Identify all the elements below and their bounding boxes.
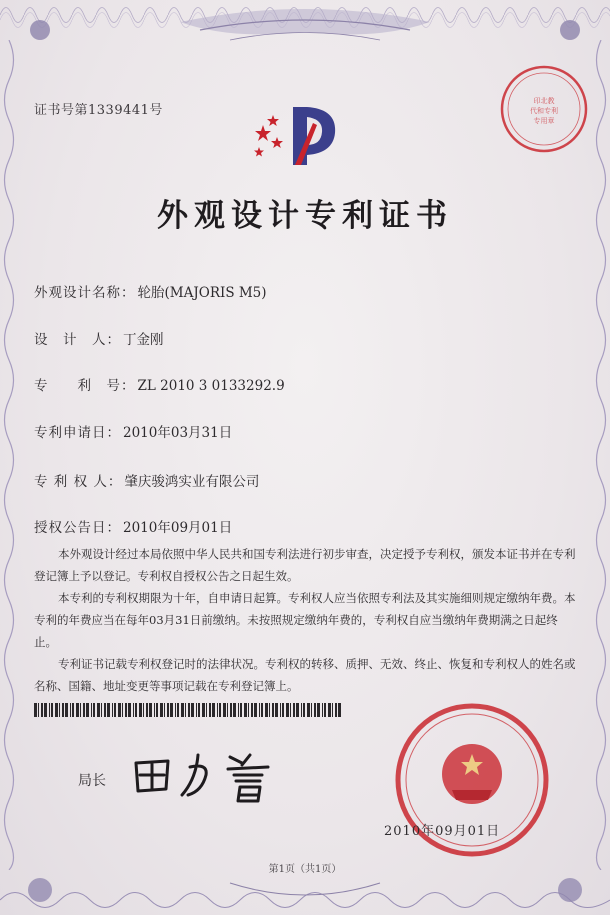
paragraph-term: 本专利的专利权期限为十年，自申请日起算。专利权人应当依照专利法及其实施细则规定缴纳年费。本专利的年费应当在每年03月31日前缴纳。未按照规定缴纳年费的，专利权自应当缴纳年费期满之日起终止。 (34, 591, 576, 649)
field-label: 外观设计名称： (34, 285, 136, 301)
patent-office-logo-icon (245, 95, 355, 175)
svg-text:代和专利: 代和专利 (530, 107, 558, 115)
certificate-title: 外观设计专利证书 (157, 198, 453, 234)
field-patentee (34, 470, 259, 490)
seal-date: 2010年09月01日 (384, 824, 501, 839)
field-label: 设 计 人： (34, 332, 121, 348)
paragraph-grant: 本外观设计经过本局依照中华人民共和国专利法进行初步审查，决定授予专利权，颁发本证书并在专利登记簿上予以登记。专利权自授权公告之日起生效。 (34, 547, 576, 583)
field-label: 专利申请日： (34, 425, 121, 441)
field-patent-number (34, 374, 285, 394)
field-value: 2010年03月31日 (123, 425, 233, 441)
director-signature (130, 745, 290, 805)
certificate-body-text (34, 543, 579, 697)
svg-text:专用章: 专用章 (533, 117, 555, 125)
paragraph-legal-status: 专利证书记载专利权登记时的法律状况。专利权的转移、质押、无效、终止、恢复和专利权人的姓名或名称、国籍、地址变更等事项记载在专利登记簿上。 (34, 657, 576, 693)
field-application-date (34, 421, 232, 441)
field-value: ZL 2010 3 0133292.9 (137, 378, 285, 394)
right-ornament-border (592, 40, 610, 870)
field-value: 轮胎(MAJORIS M5) (137, 285, 267, 301)
svg-text:印北教: 印北教 (533, 97, 555, 105)
field-designer (34, 328, 164, 348)
field-label: 专 利 权 人： (34, 474, 123, 490)
field-value: 2010年09月01日 (123, 520, 233, 536)
top-ornament-border (0, 0, 610, 64)
field-label: 授权公告日： (34, 520, 121, 536)
barcode (34, 703, 344, 717)
field-grant-date (34, 516, 232, 536)
director-label: 局长 (78, 773, 106, 789)
field-value: 肇庆骏鸿实业有限公司 (124, 474, 260, 490)
top-red-stamp (498, 63, 590, 155)
certificate-number: 证书号第1339441号 (34, 103, 163, 118)
left-ornament-border (0, 40, 18, 870)
field-design-name (34, 281, 267, 301)
field-label: 专 利 号： (34, 378, 136, 394)
field-value: 丁金刚 (123, 332, 164, 348)
page-number: 第1页（共1页） (268, 864, 342, 875)
